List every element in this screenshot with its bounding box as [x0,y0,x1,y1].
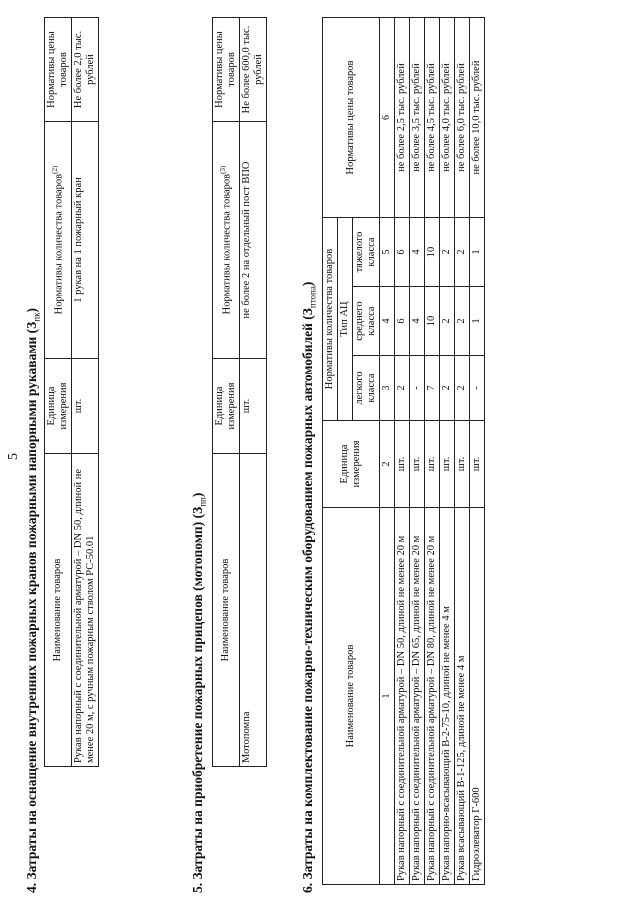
col-qty: Нормативы количества товаров$^{(3)}$ [213,122,240,359]
col-light: легкого класса [353,356,380,421]
col-price: Нормативы цены товаров [213,18,240,122]
table-row: Рукав напорный с соединительной арматурой – DN 65, длиной не менее 20 м шт. - 4 4 не более 3,5 тыс. рублей [409,18,424,885]
table-row: Рукав напорный с соединительной арматурой – DN 50, длиной не менее 20 м шт. 2 6 6 не более 2,5 тыс. рублей [394,18,409,885]
section-4-heading: 4. Затраты на оснащение внутренних пожарных кранов пожарными напорными рукавами $(З_{пк})$ [24,308,42,893]
col-mid: среднего класса [353,287,380,356]
col-name: Наименование товаров [323,508,380,885]
col-price: Нормативы цены товаров [323,18,380,218]
row-unit: шт. [72,359,99,454]
row-price: Не более 2,0 тыс. рублей [72,18,99,122]
col-unit: Единица измерения [323,421,380,508]
table-row: Рукав всасывающий В-1-125, длиной не менее 4 м шт. 2 2 2 не более 6,0 тыс. рублей [455,18,470,885]
table-row [72,18,99,767]
col-name: Наименование товаров [45,454,72,767]
col-name: Наименование товаров [213,454,240,767]
table-row: Гидроэлеватор Г-600 шт. - 1 1 не более 10,0 тыс. рублей [470,18,485,885]
section-6-table [322,17,485,885]
section-6-heading: 6. Затраты на комплектование пожарно-техническим оборудованием пожарных автомобилей $(З_{птопа})$ [300,281,318,893]
col-type: Тип АЦ [338,218,353,421]
column-numbers-row: 1 2 3 4 5 6 [380,18,395,885]
row-qty: не более 2 на отдельный пост ВПО [240,122,267,359]
page-number: 5 [6,453,21,460]
col-unit: Единица измерения [45,359,72,454]
table-row: Рукав напорный с соединительной арматурой – DN 80, длиной не менее 20 м шт. 7 10 10 не более 4,5 тыс. рублей [424,18,439,885]
row-name: Мотопомпа [240,454,267,767]
row-unit: шт. [240,359,267,454]
row-price: Не более 600,0 тыс. рублей [240,18,267,122]
col-heavy: тяжелого класса [353,218,380,287]
col-qty: Нормативы количества товаров$^{(2)}$ [45,122,72,359]
col-unit: Единица измерения [213,359,240,454]
table-row: Рукав напорно-всасывающий В-2-75-10, длиной не менее 4 м шт. 2 2 2 не более 4,0 тыс. рублей [439,18,454,885]
row-qty: 1 рукав на 1 пожарный кран [72,122,99,359]
section-5-heading: 5. Затраты на приобретение пожарных прицепов (мотопомп) $(З_{пп})$ [190,492,208,893]
row-name: Рукав напорный с соединительной арматурой – DN 50, длиной не менее 20 м, с ручным пожарным стволом РС-50.01 [72,454,99,767]
col-qty: Нормативы количества товаров [323,218,338,421]
section-4-table [44,17,99,767]
col-price: Нормативы цены товаров [45,18,72,122]
table-row [240,18,267,767]
section-5-table [212,17,267,767]
